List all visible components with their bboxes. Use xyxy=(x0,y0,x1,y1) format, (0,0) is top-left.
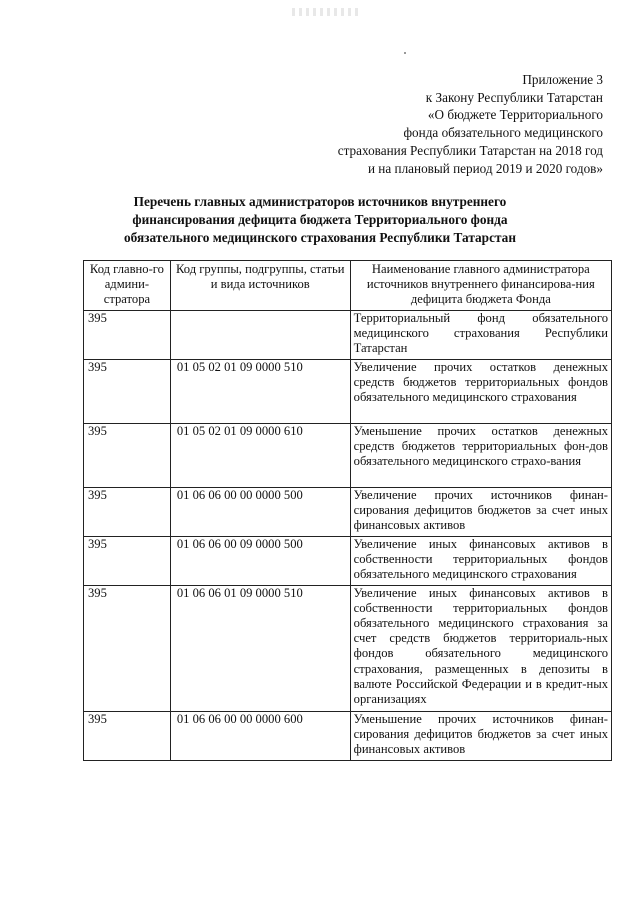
name-cell: Увеличение прочих источников финан-сирования дефицитов бюджетов за счет иных финансовых активов xyxy=(350,487,611,536)
table-header-row xyxy=(84,261,612,311)
scan-dot xyxy=(404,52,406,54)
source-code-cell xyxy=(170,310,350,359)
appendix-line: «О бюджете Территориального xyxy=(427,107,603,123)
table-row xyxy=(84,359,612,423)
appendix-line: страхования Республики Татарстан на 2018 год xyxy=(337,142,603,158)
scan-artifact xyxy=(292,8,362,16)
header-admin-code: Код главно-го админи-стратора xyxy=(84,261,171,311)
source-code-cell: 01 06 06 00 00 0000 500 xyxy=(170,487,350,536)
name-cell: Увеличение иных финансовых активов в собственности территориальных фондов обязательного медицинского страхования xyxy=(350,536,611,585)
admin-code-cell: 395 xyxy=(84,423,171,487)
title-line: обязательного медицинского страхования Республики Татарстан xyxy=(124,229,516,245)
appendix-note xyxy=(338,71,603,177)
table-row xyxy=(84,423,612,487)
document-title xyxy=(60,193,580,246)
table-row xyxy=(84,536,612,585)
title-line: финансирования дефицита бюджета Территориального фонда xyxy=(132,211,508,227)
name-cell: Уменьшение прочих остатков денежных средств бюджетов территориальных фон-дов обязательного медицинского страхо-вания xyxy=(350,423,611,487)
name-cell: Увеличение прочих остатков денежных средств бюджетов территориальных фондов обязательного медицинского страхования xyxy=(350,359,611,423)
header-name: Наименование главного администратора источников внутреннего финансирова-ния дефицита бюджета Фонда xyxy=(350,261,611,311)
table-row xyxy=(84,310,612,359)
source-code-cell: 01 05 02 01 09 0000 510 xyxy=(170,359,350,423)
source-code-cell: 01 06 06 01 09 0000 510 xyxy=(170,585,350,711)
admin-code-cell: 395 xyxy=(84,585,171,711)
appendix-line: Приложение 3 xyxy=(522,72,603,87)
appendix-line: к Закону Республики Татарстан xyxy=(425,89,603,105)
name-cell: Увеличение иных финансовых активов в собственности территориальных фондов обязательного медицинского страхования за счет средств бюджетов территориаль-ных фондов обязательного медицинского страхования, размещенных в депозиты в валюте Российской Федерации и в кредит-ных организациях xyxy=(350,585,611,711)
header-source-code: Код группы, подгруппы, статьи и вида источников xyxy=(170,261,350,311)
appendix-line: фонда обязательного медицинского xyxy=(403,125,603,141)
admin-code-cell: 395 xyxy=(84,536,171,585)
table-row xyxy=(84,585,612,711)
source-code-cell: 01 06 06 00 09 0000 500 xyxy=(170,536,350,585)
table-row xyxy=(84,711,612,760)
admin-code-cell: 395 xyxy=(84,487,171,536)
admin-code-cell: 395 xyxy=(84,310,171,359)
appendix-line: и на плановый период 2019 и 2020 годов» xyxy=(367,160,603,176)
admin-code-cell: 395 xyxy=(84,711,171,760)
name-cell: Уменьшение прочих источников финан-сирования дефицитов бюджетов за счет иных финансовых активов xyxy=(350,711,611,760)
administrators-table xyxy=(83,260,612,761)
source-code-cell: 01 06 06 00 00 0000 600 xyxy=(170,711,350,760)
admin-code-cell: 395 xyxy=(84,359,171,423)
table-row xyxy=(84,487,612,536)
title-line: Перечень главных администраторов источников внутреннего xyxy=(133,194,507,209)
name-cell: Территориальный фонд обязательного медицинского страхования Республики Татарстан xyxy=(350,310,611,359)
source-code-cell: 01 05 02 01 09 0000 610 xyxy=(170,423,350,487)
